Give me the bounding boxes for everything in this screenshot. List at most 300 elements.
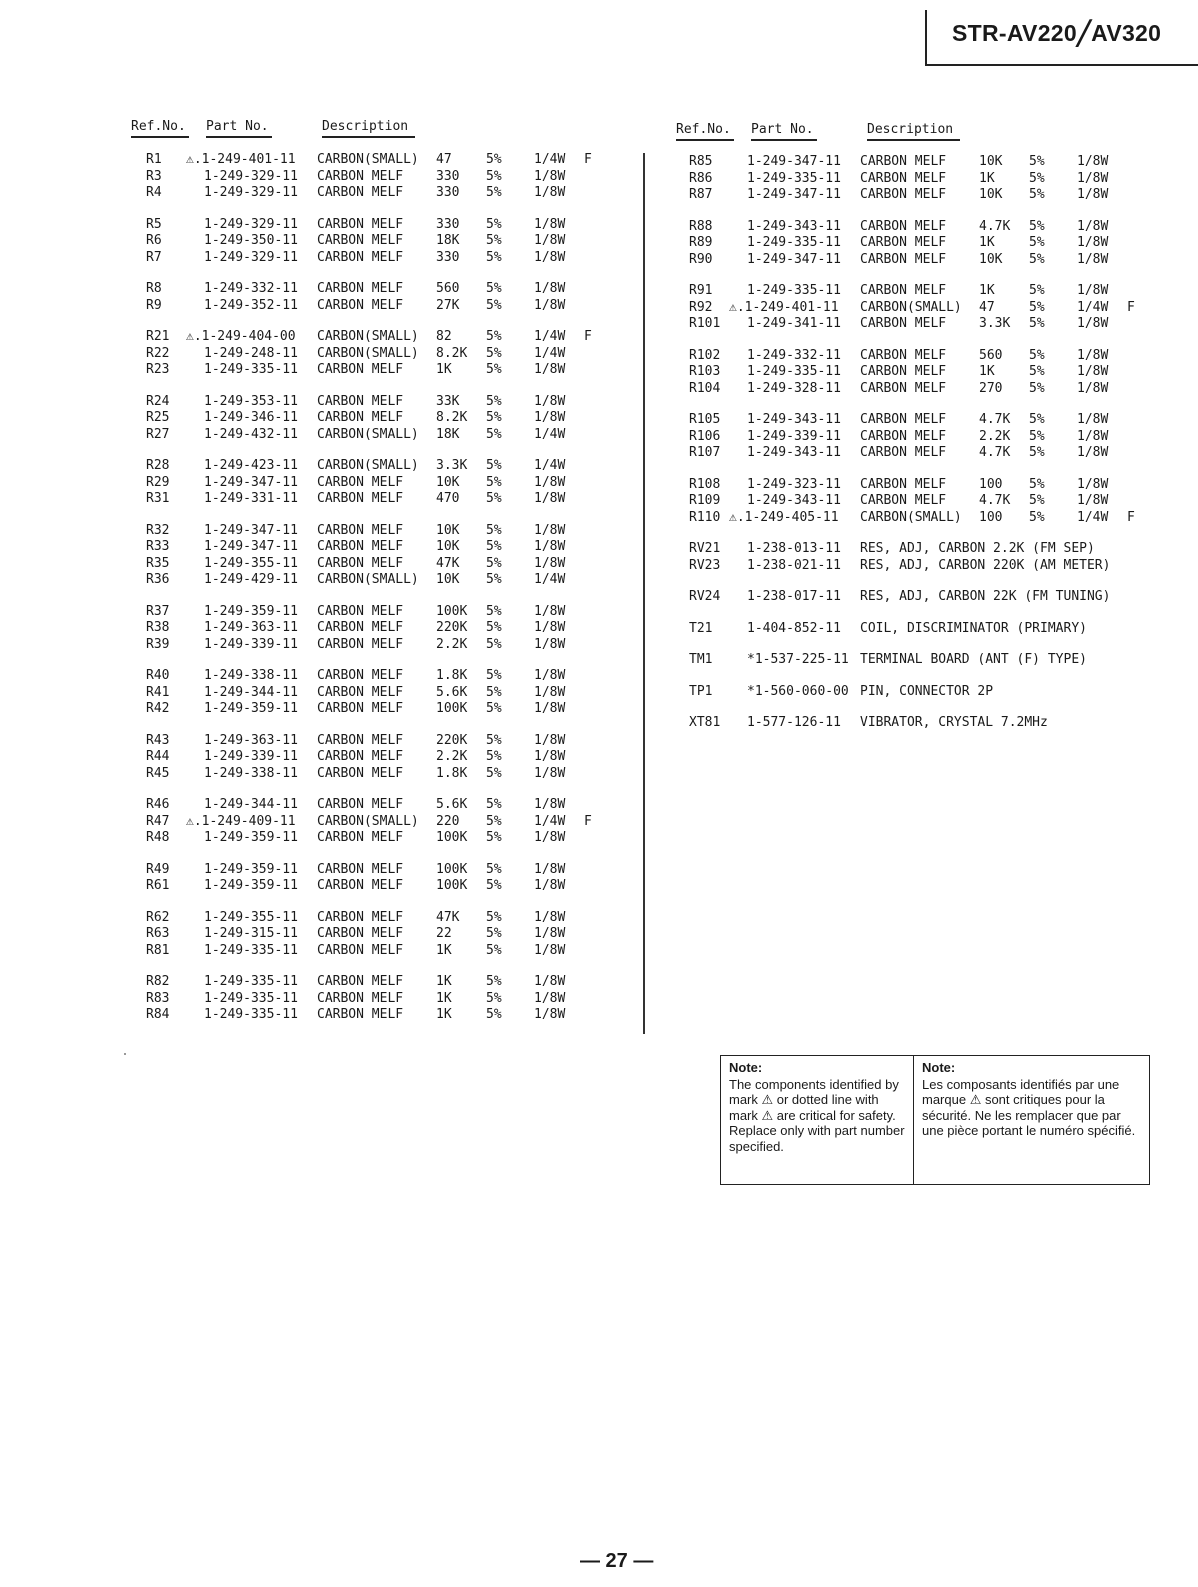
ref-no-cell: R91 xyxy=(689,283,713,298)
wattage-cell: 1/8W xyxy=(534,909,566,925)
description-cell: CARBON MELF xyxy=(317,684,404,700)
tolerance-cell: 5% xyxy=(1029,299,1045,315)
tolerance-cell: 5% xyxy=(1029,187,1045,202)
description-cell: CARBON(SMALL) xyxy=(317,572,419,587)
wattage-cell: 1/8W xyxy=(1077,347,1109,363)
tolerance-cell: 5% xyxy=(1029,235,1045,250)
part-no-cell: 1-249-355-11 xyxy=(204,909,298,925)
note-text: Les composants identifiés par une marque ⚠ sont critiques pour la sécurité. Ne les remplacer que par une pièce portant le numéro spécifié. xyxy=(922,1076,1136,1138)
value-cell: 1K xyxy=(436,990,452,1006)
value-cell: 1K xyxy=(436,942,452,958)
description-cell: CARBON MELF xyxy=(317,474,404,490)
value-cell: 1K xyxy=(979,364,995,379)
tolerance-cell: 5% xyxy=(486,1007,502,1022)
value-cell: 1K xyxy=(436,974,452,989)
description-cell: CARBON(SMALL) xyxy=(317,329,419,344)
ref-no-cell: R107 xyxy=(689,445,721,460)
part-no-cell: 1-249-359-11 xyxy=(204,701,298,716)
note-french xyxy=(914,1056,1149,1184)
value-cell: 2.2K xyxy=(436,636,468,652)
ref-no-cell: T21 xyxy=(689,620,713,636)
tolerance-cell: 5% xyxy=(486,185,502,200)
ref-no-cell: R44 xyxy=(146,749,170,764)
description-cell: CARBON MELF xyxy=(317,603,404,619)
ref-no-cell: RV24 xyxy=(689,589,721,604)
ref-no-cell: R27 xyxy=(146,426,170,442)
value-cell: 220K xyxy=(436,732,468,748)
tolerance-cell: 5% xyxy=(486,942,502,958)
ref-no-cell: R84 xyxy=(146,1007,170,1022)
tolerance-cell: 5% xyxy=(486,797,502,812)
value-cell: 5.6K xyxy=(436,684,468,700)
tolerance-cell: 5% xyxy=(486,329,502,344)
description-cell: CARBON MELF xyxy=(317,620,404,635)
ref-no-cell: RV23 xyxy=(689,557,721,573)
description-cell: CARBON MELF xyxy=(317,990,404,1006)
wattage-cell: 1/8W xyxy=(534,732,566,748)
wattage-cell: 1/8W xyxy=(534,233,566,248)
value-cell: 1.8K xyxy=(436,765,468,781)
ref-no-cell: R41 xyxy=(146,684,170,700)
tolerance-cell: 5% xyxy=(486,861,502,877)
wattage-cell: 1/4W xyxy=(534,813,566,829)
wattage-cell: 1/8W xyxy=(1077,380,1109,396)
ref-no-cell: R38 xyxy=(146,620,170,635)
ref-no-cell: R104 xyxy=(689,380,721,396)
page-number: — 27 — xyxy=(580,1550,654,1572)
part-no-cell: ⚠.1-249-404-00 xyxy=(186,329,296,344)
part-no-cell: 1-249-341-11 xyxy=(747,316,841,331)
part-no-cell: 1-249-359-11 xyxy=(204,878,298,893)
tolerance-cell: 5% xyxy=(1029,445,1045,460)
description-cell: CARBON(SMALL) xyxy=(317,152,419,167)
wattage-cell: 1/8W xyxy=(534,974,566,989)
part-no-cell: 1-249-315-11 xyxy=(204,926,298,941)
part-no-cell: 1-249-328-11 xyxy=(747,380,841,396)
ref-no-cell: R37 xyxy=(146,603,170,619)
ref-no-cell: R40 xyxy=(146,668,170,683)
value-cell: 10K xyxy=(979,154,1003,169)
description-header: Description xyxy=(867,122,954,137)
ref-no-cell: R106 xyxy=(689,428,721,444)
part-no-cell: 1-249-332-11 xyxy=(204,281,298,296)
tolerance-cell: 5% xyxy=(486,684,502,700)
wattage-cell: 1/8W xyxy=(1077,445,1109,460)
description-cell: CARBON MELF xyxy=(860,364,947,379)
wattage-cell: 1/8W xyxy=(1077,170,1109,186)
header-underline xyxy=(131,136,189,138)
value-cell: 1K xyxy=(436,1007,452,1022)
ref-no-cell: R88 xyxy=(689,218,713,234)
ref-no-cell: R86 xyxy=(689,170,713,186)
tolerance-cell: 5% xyxy=(1029,428,1045,444)
ref-no-cell: R6 xyxy=(146,233,162,248)
tolerance-cell: 5% xyxy=(486,522,502,538)
ref-no-cell: R90 xyxy=(689,251,713,267)
ref-no-cell: R105 xyxy=(689,412,721,427)
part-no-cell: 1-249-352-11 xyxy=(204,297,298,313)
ref-no-cell: R49 xyxy=(146,861,170,877)
wattage-cell: 1/4W xyxy=(1077,509,1109,525)
part-no-cell: 1-249-347-11 xyxy=(204,522,298,538)
value-cell: 3.3K xyxy=(979,316,1011,331)
description-cell: CARBON MELF xyxy=(860,476,947,492)
description-cell: CARBON MELF xyxy=(317,668,404,683)
tolerance-cell: 5% xyxy=(486,216,502,232)
wattage-cell: 1/8W xyxy=(1077,235,1109,250)
value-cell: 330 xyxy=(436,249,460,265)
description-cell: CARBON MELF xyxy=(860,154,947,169)
description-cell: CARBON(SMALL) xyxy=(317,458,419,473)
wattage-cell: 1/8W xyxy=(1077,316,1109,331)
wattage-cell: 1/8W xyxy=(534,168,566,184)
part-no-cell: 1-249-329-11 xyxy=(204,185,298,200)
part-no-cell: 1-249-359-11 xyxy=(204,603,298,619)
part-no-cell: 1-249-347-11 xyxy=(747,251,841,267)
wattage-cell: 1/8W xyxy=(1077,283,1109,298)
wattage-cell: 1/8W xyxy=(534,765,566,781)
part-no-cell: 1-238-017-11 xyxy=(747,589,841,604)
part-no-cell: ⚠.1-249-405-11 xyxy=(729,509,839,525)
part-no-cell: 1-249-338-11 xyxy=(204,668,298,683)
wattage-cell: 1/8W xyxy=(534,410,566,425)
part-no-header: Part No. xyxy=(751,122,814,137)
description-cell: RES, ADJ, CARBON 22K (FM TUNING) xyxy=(860,589,1111,604)
ref-no-cell: R4 xyxy=(146,185,162,200)
ref-no-cell: TM1 xyxy=(689,652,713,667)
ref-no-cell: R102 xyxy=(689,347,721,363)
ref-no-cell: R92 xyxy=(689,299,713,315)
part-no-cell: 1-249-335-11 xyxy=(204,974,298,989)
value-cell: 18K xyxy=(436,426,460,442)
description-cell: CARBON(SMALL) xyxy=(317,813,419,829)
value-cell: 100K xyxy=(436,830,468,845)
value-cell: 47 xyxy=(979,299,995,315)
part-no-cell: 1-249-359-11 xyxy=(204,830,298,845)
description-cell: CARBON MELF xyxy=(860,316,947,331)
value-cell: 100K xyxy=(436,861,468,877)
value-cell: 4.7K xyxy=(979,445,1011,460)
ref-no-cell: R83 xyxy=(146,990,170,1006)
wattage-cell: 1/8W xyxy=(534,749,566,764)
header-underline xyxy=(867,139,960,141)
header-underline xyxy=(751,139,817,141)
value-cell: 560 xyxy=(436,281,460,296)
tolerance-cell: 5% xyxy=(486,410,502,425)
tolerance-cell: 5% xyxy=(486,620,502,635)
value-cell: 100K xyxy=(436,603,468,619)
wattage-cell: 1/8W xyxy=(1077,154,1109,169)
tolerance-cell: 5% xyxy=(486,474,502,490)
tolerance-cell: 5% xyxy=(486,701,502,716)
ref-no-cell: R42 xyxy=(146,701,170,716)
part-no-cell: 1-249-323-11 xyxy=(747,476,841,492)
value-cell: 2.2K xyxy=(436,749,468,764)
tolerance-cell: 5% xyxy=(486,152,502,167)
wattage-cell: 1/8W xyxy=(534,636,566,652)
tolerance-cell: 5% xyxy=(1029,476,1045,492)
part-no-cell: 1-249-335-11 xyxy=(204,1007,298,1022)
ref-no-cell: R36 xyxy=(146,572,170,587)
wattage-cell: 1/8W xyxy=(1077,428,1109,444)
part-no-cell: 1-249-329-11 xyxy=(204,249,298,265)
wattage-cell: 1/8W xyxy=(1077,412,1109,427)
part-no-cell: 1-249-343-11 xyxy=(747,493,841,508)
description-cell: CARBON MELF xyxy=(317,701,404,716)
description-cell: CARBON(SMALL) xyxy=(317,426,419,442)
tolerance-cell: 5% xyxy=(1029,412,1045,427)
description-cell: CARBON MELF xyxy=(317,233,404,248)
part-no-cell: 1-238-013-11 xyxy=(747,541,841,556)
value-cell: 2.2K xyxy=(979,428,1011,444)
tolerance-cell: 5% xyxy=(486,555,502,571)
ref-no-cell: R35 xyxy=(146,555,170,571)
tolerance-cell: 5% xyxy=(486,878,502,893)
description-cell: CARBON MELF xyxy=(860,412,947,427)
part-no-cell: 1-249-335-11 xyxy=(747,170,841,186)
wattage-cell: 1/8W xyxy=(534,393,566,409)
wattage-cell: 1/8W xyxy=(534,555,566,571)
part-no-cell: 1-249-429-11 xyxy=(204,572,298,587)
description-cell: PIN, CONNECTOR 2P xyxy=(860,683,994,699)
value-cell: 10K xyxy=(436,522,460,538)
ref-no-cell: R63 xyxy=(146,926,170,941)
value-cell: 100K xyxy=(436,878,468,893)
value-cell: 270 xyxy=(979,380,1003,396)
wattage-cell: 1/4W xyxy=(534,458,566,473)
wattage-cell: 1/8W xyxy=(534,1007,566,1022)
tolerance-cell: 5% xyxy=(486,813,502,829)
description-cell: CARBON(SMALL) xyxy=(317,345,419,361)
ref-no-header: Ref.No. xyxy=(131,119,186,134)
description-cell: CARBON MELF xyxy=(317,830,404,845)
description-cell: TERMINAL BOARD (ANT (F) TYPE) xyxy=(860,652,1087,667)
ref-no-cell: R22 xyxy=(146,345,170,361)
ref-no-cell: XT81 xyxy=(689,715,721,730)
tolerance-cell: 5% xyxy=(1029,509,1045,525)
value-cell: 1K xyxy=(436,362,452,377)
ref-no-cell: R87 xyxy=(689,187,713,202)
tolerance-cell: 5% xyxy=(486,990,502,1006)
wattage-cell: 1/8W xyxy=(1077,251,1109,267)
value-cell: 10K xyxy=(436,474,460,490)
ref-no-cell: R109 xyxy=(689,493,721,508)
tolerance-cell: 5% xyxy=(486,297,502,313)
part-no-cell: 1-249-347-11 xyxy=(747,154,841,169)
tolerance-cell: 5% xyxy=(486,281,502,296)
flag-cell: F xyxy=(584,329,592,344)
wattage-cell: 1/8W xyxy=(1077,187,1109,202)
tolerance-cell: 5% xyxy=(486,926,502,941)
tolerance-cell: 5% xyxy=(486,249,502,265)
part-no-cell: 1-249-344-11 xyxy=(204,797,298,812)
description-cell: CARBON MELF xyxy=(317,636,404,652)
part-no-cell: 1-404-852-11 xyxy=(747,620,841,636)
description-cell: CARBON MELF xyxy=(860,218,947,234)
ref-no-cell: R39 xyxy=(146,636,170,652)
description-cell: RES, ADJ, CARBON 220K (AM METER) xyxy=(860,557,1111,573)
tolerance-cell: 5% xyxy=(486,426,502,442)
wattage-cell: 1/4W xyxy=(534,572,566,587)
tolerance-cell: 5% xyxy=(486,909,502,925)
wattage-cell: 1/8W xyxy=(534,797,566,812)
description-cell: COIL, DISCRIMINATOR (PRIMARY) xyxy=(860,620,1087,636)
part-no-cell: 1-249-335-11 xyxy=(747,283,841,298)
part-no-cell: 1-249-339-11 xyxy=(204,749,298,764)
ref-no-cell: R85 xyxy=(689,154,713,169)
value-cell: 4.7K xyxy=(979,218,1011,234)
tolerance-cell: 5% xyxy=(1029,283,1045,298)
ref-no-cell: R43 xyxy=(146,732,170,748)
wattage-cell: 1/4W xyxy=(534,152,566,167)
tolerance-cell: 5% xyxy=(486,636,502,652)
wattage-cell: 1/8W xyxy=(534,249,566,265)
value-cell: 47 xyxy=(436,152,452,167)
part-no-cell: 1-249-248-11 xyxy=(204,345,298,361)
part-no-cell: 1-249-359-11 xyxy=(204,861,298,877)
description-cell: CARBON MELF xyxy=(860,445,947,460)
ref-no-cell: R8 xyxy=(146,281,162,296)
tolerance-cell: 5% xyxy=(1029,251,1045,267)
value-cell: 3.3K xyxy=(436,458,468,473)
description-cell: CARBON MELF xyxy=(317,216,404,232)
ref-no-cell: R81 xyxy=(146,942,170,958)
tolerance-cell: 5% xyxy=(1029,347,1045,363)
flag-cell: F xyxy=(584,813,592,829)
value-cell: 10K xyxy=(436,539,460,554)
ref-no-cell: R110 xyxy=(689,509,721,525)
tolerance-cell: 5% xyxy=(486,168,502,184)
description-cell: CARBON MELF xyxy=(860,428,947,444)
wattage-cell: 1/8W xyxy=(534,861,566,877)
description-cell: CARBON MELF xyxy=(317,185,404,200)
wattage-cell: 1/8W xyxy=(534,830,566,845)
ref-no-cell: TP1 xyxy=(689,683,713,699)
description-cell: CARBON MELF xyxy=(317,878,404,893)
tolerance-cell: 5% xyxy=(486,668,502,683)
part-no-cell: ⚠.1-249-401-11 xyxy=(729,299,839,315)
value-cell: 1K xyxy=(979,235,995,250)
wattage-cell: 1/8W xyxy=(534,491,566,506)
description-cell: CARBON MELF xyxy=(317,249,404,265)
wattage-cell: 1/8W xyxy=(534,216,566,232)
description-cell: CARBON MELF xyxy=(317,522,404,538)
wattage-cell: 1/8W xyxy=(534,684,566,700)
header-underline xyxy=(676,139,734,141)
safety-note xyxy=(720,1055,1150,1185)
value-cell: 100K xyxy=(436,701,468,716)
description-cell: CARBON MELF xyxy=(317,491,404,506)
flag-cell: F xyxy=(1127,299,1135,315)
value-cell: 8.2K xyxy=(436,345,468,361)
ref-no-cell: R1 xyxy=(146,152,162,167)
description-cell: CARBON MELF xyxy=(860,283,947,298)
description-cell: CARBON(SMALL) xyxy=(860,299,962,315)
model-title: STR-AV220╱AV320 xyxy=(952,20,1162,46)
ref-no-cell: R7 xyxy=(146,249,162,265)
part-no-cell: 1-249-363-11 xyxy=(204,732,298,748)
description-cell: CARBON MELF xyxy=(317,974,404,989)
value-cell: 10K xyxy=(979,251,1003,267)
value-cell: 10K xyxy=(436,572,460,587)
ref-no-cell: R9 xyxy=(146,297,162,313)
ref-no-cell: R103 xyxy=(689,364,721,379)
description-cell: CARBON MELF xyxy=(860,251,947,267)
part-no-cell: 1-249-343-11 xyxy=(747,445,841,460)
flag-cell: F xyxy=(584,152,592,167)
wattage-cell: 1/4W xyxy=(534,345,566,361)
description-cell: VIBRATOR, CRYSTAL 7.2MHz xyxy=(860,715,1048,730)
value-cell: 4.7K xyxy=(979,412,1011,427)
value-cell: 18K xyxy=(436,233,460,248)
description-cell: CARBON MELF xyxy=(317,797,404,812)
part-no-cell: 1-249-347-11 xyxy=(204,474,298,490)
value-cell: 47K xyxy=(436,555,460,571)
description-cell: CARBON MELF xyxy=(317,942,404,958)
header-underline xyxy=(206,136,272,138)
value-cell: 4.7K xyxy=(979,493,1011,508)
part-no-cell: 1-249-353-11 xyxy=(204,393,298,409)
ref-no-cell: R5 xyxy=(146,216,162,232)
ref-no-cell: R3 xyxy=(146,168,162,184)
part-no-cell: 1-577-126-11 xyxy=(747,715,841,730)
description-cell: CARBON MELF xyxy=(317,362,404,377)
value-cell: 220 xyxy=(436,813,460,829)
description-cell: CARBON MELF xyxy=(317,926,404,941)
part-no-cell: *1-560-060-00 xyxy=(747,683,849,699)
value-cell: 1K xyxy=(979,283,995,298)
description-cell: RES, ADJ, CARBON 2.2K (FM SEP) xyxy=(860,541,1095,556)
ref-no-cell: R25 xyxy=(146,410,170,425)
wattage-cell: 1/8W xyxy=(534,878,566,893)
value-cell: 330 xyxy=(436,216,460,232)
value-cell: 1K xyxy=(979,170,995,186)
value-cell: 330 xyxy=(436,168,460,184)
ref-no-cell: R45 xyxy=(146,765,170,781)
wattage-cell: 1/8W xyxy=(1077,493,1109,508)
wattage-cell: 1/4W xyxy=(534,426,566,442)
wattage-cell: 1/8W xyxy=(534,926,566,941)
part-no-cell: 1-249-335-11 xyxy=(747,364,841,379)
part-no-cell: 1-249-335-11 xyxy=(204,990,298,1006)
ref-no-cell: R31 xyxy=(146,491,170,506)
description-cell: CARBON MELF xyxy=(860,170,947,186)
description-cell: CARBON MELF xyxy=(317,410,404,425)
part-no-cell: 1-249-339-11 xyxy=(747,428,841,444)
value-cell: 22 xyxy=(436,926,452,941)
tolerance-cell: 5% xyxy=(486,732,502,748)
ref-no-cell: R21 xyxy=(146,329,170,344)
tolerance-cell: 5% xyxy=(486,362,502,377)
note-text: The components identified by mark ⚠ or dotted line with mark ⚠ are critical for safety. Replace only with part number specified. xyxy=(729,1076,905,1154)
description-cell: CARBON MELF xyxy=(317,393,404,409)
description-cell: CARBON MELF xyxy=(317,749,404,764)
value-cell: 1.8K xyxy=(436,668,468,683)
note-title: Note: xyxy=(922,1060,956,1075)
description-cell: CARBON MELF xyxy=(860,493,947,508)
ref-no-cell: R24 xyxy=(146,393,170,409)
part-no-cell: 1-249-347-11 xyxy=(747,187,841,202)
part-no-cell: ⚠.1-249-401-11 xyxy=(186,152,296,167)
description-header: Description xyxy=(322,119,409,134)
description-cell: CARBON MELF xyxy=(860,347,947,363)
scan-speck xyxy=(124,1053,126,1055)
value-cell: 220K xyxy=(436,620,468,635)
part-no-cell: 1-249-355-11 xyxy=(204,555,298,571)
ref-no-header: Ref.No. xyxy=(676,122,731,137)
part-no-cell: 1-249-343-11 xyxy=(747,218,841,234)
part-no-cell: 1-249-335-11 xyxy=(747,235,841,250)
